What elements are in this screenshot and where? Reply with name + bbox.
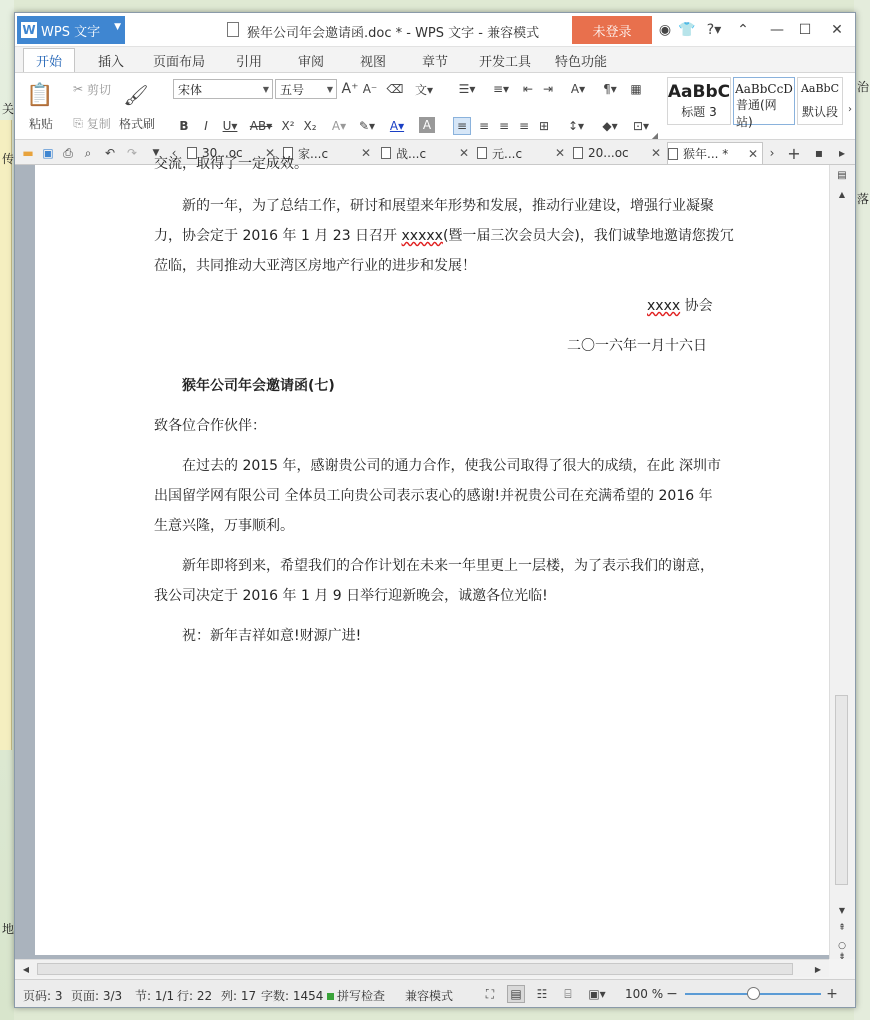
doc-tab-active[interactable] [667, 142, 763, 164]
highlight-icon[interactable]: ✎▾ [358, 119, 376, 133]
document-icon [668, 148, 678, 160]
vertical-scroll-thumb[interactable] [835, 695, 848, 885]
new-tab-icon[interactable]: + [787, 143, 801, 163]
doc-tab[interactable] [573, 142, 665, 164]
copy-button[interactable] [67, 115, 117, 131]
copy-label: 复制 [86, 116, 111, 131]
title-bar [15, 13, 855, 47]
tab-page-layout[interactable]: 页面布局 [152, 54, 205, 70]
scissors-icon: ✂ [73, 82, 84, 96]
open-folder-icon[interactable]: ▬ [22, 146, 34, 160]
style-sample: AaBbCcD [735, 82, 793, 96]
document-line: 出国留学网有限公司 全体员工向贵公司表示衷心的感谢!并祝贵公司在充满希望的 2016 年 [154, 488, 713, 504]
select-browse-object-icon[interactable]: ○ [838, 941, 846, 951]
close-tab-icon[interactable]: ✕ [747, 146, 758, 161]
print-icon[interactable]: ⎙ [63, 145, 73, 160]
horizontal-scroll-thumb[interactable] [37, 963, 793, 975]
style-normal-web[interactable] [733, 77, 795, 129]
zoom-slider[interactable] [685, 993, 821, 995]
bullet-list-icon[interactable]: ☰▾ [458, 82, 476, 96]
doc-tab[interactable] [381, 142, 473, 164]
vertical-scrollbar[interactable] [829, 165, 855, 962]
tab-review[interactable]: 审阅 [297, 54, 324, 70]
document-line: 在过去的 2015 年，感谢贵公司的通力合作，使我公司取得了很大的成绩，在此 深圳市 [182, 458, 721, 474]
chevron-down-icon: ▼ [326, 85, 333, 94]
document-line-signature: xxxx 协会 [647, 298, 713, 314]
background-fragment: 落 [857, 192, 870, 206]
status-word-count: 字数: 1454 [261, 989, 324, 1003]
paste-icon[interactable]: 📋 [26, 82, 54, 108]
style-name: 普通(网站) [736, 98, 777, 129]
spell-check-button[interactable] [327, 987, 385, 1004]
border-icon[interactable]: ⊡▾ [632, 119, 650, 133]
paste-button[interactable]: 粘贴 [28, 116, 53, 131]
numbered-list-icon[interactable]: ≡▾ [492, 82, 510, 96]
format-painter-button[interactable]: 格式刷 [118, 116, 155, 131]
shrink-font-icon[interactable]: A⁻ [362, 82, 378, 96]
grow-font-icon[interactable]: A⁺ [341, 81, 359, 97]
background-fragment: 关 [2, 102, 15, 116]
line-spacing-icon[interactable]: ↕▾ [567, 119, 585, 133]
status-row: 行: 22 [177, 989, 213, 1003]
align-right-icon[interactable]: ≡ [498, 119, 510, 133]
distribute-icon[interactable]: ⊞ [538, 119, 550, 133]
strikethrough-icon[interactable]: AB▾ [249, 119, 273, 133]
background-window-strip [0, 120, 15, 750]
doc-tab-label: 元...c [492, 146, 523, 161]
copy-icon: ⎘ [73, 115, 83, 130]
quick-access-more-icon[interactable]: ▼ [152, 148, 160, 158]
previous-page-icon[interactable]: ⇞ [838, 923, 846, 933]
document-line: 交流，取得了一定成效。 [154, 156, 308, 172]
close-icon[interactable]: ✕ [831, 22, 843, 38]
tab-list-icon[interactable]: ▪ [814, 146, 824, 160]
document-line: 祝：新年吉祥如意!财源广进! [182, 628, 362, 644]
italic-icon[interactable]: I [204, 119, 208, 133]
window-title: 猴年公司年会邀请函.doc * - WPS 文字 - 兼容模式 [247, 26, 540, 41]
font-color-icon[interactable]: A▾ [389, 119, 405, 133]
full-screen-view-icon[interactable]: ⛶ [485, 986, 495, 1001]
spell-check-label: 拼写检查 [337, 989, 386, 1003]
spell-check-icon [327, 993, 334, 1000]
ruler-toggle-icon[interactable]: ▤ [837, 169, 847, 181]
scroll-up-icon[interactable]: ▲ [838, 189, 846, 199]
doc-tab-label: 战...c [396, 146, 427, 161]
style-name: 标题 3 [681, 105, 717, 119]
chevron-down-icon: ▼ [262, 85, 269, 94]
document-icon [477, 147, 487, 159]
bold-icon[interactable]: B [179, 119, 189, 133]
background-fragment: 传 [2, 152, 15, 166]
document-line: 我公司决定于 2016 年 1 月 9 日举行迎新晚会，诚邀各位光临! [154, 588, 548, 604]
dialog-launcher-icon[interactable]: ◢ [651, 130, 659, 140]
align-left-icon[interactable]: ≡ [453, 117, 471, 135]
show-marks-icon[interactable]: ¶▾ [603, 82, 617, 96]
style-default[interactable] [797, 77, 843, 125]
tab-developer[interactable]: 开发工具 [478, 54, 531, 70]
font-name-combo[interactable] [173, 79, 273, 99]
styles-more-icon[interactable]: › [848, 103, 852, 115]
cut-label: 剪切 [86, 82, 111, 97]
style-sample: AaBbC [800, 82, 840, 95]
login-button[interactable]: 未登录 [572, 16, 652, 44]
compat-mode-label: 兼容模式 [405, 989, 454, 1003]
zoom-out-icon[interactable]: − [666, 986, 678, 1002]
doc-tab-label: 家...c [298, 146, 329, 161]
menu-tabs [15, 48, 855, 72]
status-section: 节: 1/1 [135, 989, 175, 1003]
document-icon [227, 22, 239, 37]
background-fragment: 治 [857, 80, 870, 94]
zoom-in-icon[interactable]: + [826, 986, 838, 1002]
background-fragment: 地 [2, 922, 15, 936]
scroll-down-icon[interactable]: ▼ [838, 905, 846, 915]
decrease-indent-icon[interactable]: ⇤ [522, 82, 534, 96]
next-page-icon[interactable]: ⇟ [838, 952, 846, 962]
shirt-icon[interactable]: 👕 [678, 22, 696, 38]
document-page[interactable] [35, 156, 829, 955]
superscript-icon[interactable]: X² [281, 119, 295, 133]
font-name-value: 宋体 [178, 82, 203, 97]
char-shading-icon[interactable]: A [419, 117, 435, 133]
minimize-icon[interactable]: — [770, 22, 784, 38]
tab-chapter[interactable]: 章节 [421, 54, 448, 70]
document-line: 新的一年，为了总结工作，研讨和展望来年形势和发展，推动行业建设，增强行业凝聚 [182, 198, 714, 214]
tab-home[interactable]: 开始 [23, 48, 75, 72]
subscript-icon[interactable]: X₂ [303, 119, 317, 133]
doc-tab-label: 猴年... * [683, 147, 729, 161]
document-line-date: 二〇一六年一月十六日 [567, 338, 707, 354]
wps-window [14, 12, 856, 1008]
text-direction-icon[interactable]: A▾ [570, 82, 586, 96]
align-center-icon[interactable]: ≡ [478, 119, 490, 133]
ribbon-home [15, 72, 855, 140]
document-line: 致各位合作伙伴： [154, 418, 266, 434]
tab-references[interactable]: 引用 [235, 54, 262, 70]
wps-app-menu-button[interactable] [17, 16, 125, 44]
text-effect-icon[interactable]: A▾ [331, 119, 347, 133]
document-line: 莅临，共同推动大亚湾区房地产行业的进步和发展！ [154, 258, 476, 274]
save-icon[interactable]: ▣ [42, 146, 54, 160]
style-sample: AaBbC [667, 82, 731, 102]
zoom-slider-handle[interactable] [747, 987, 760, 1000]
web-view-icon[interactable]: ⌸ [564, 986, 572, 1001]
horizontal-scrollbar[interactable] [15, 959, 829, 977]
shading-icon[interactable]: ◆▾ [602, 119, 618, 133]
wps-logo-icon: W [22, 23, 36, 37]
format-painter-icon[interactable]: 🖌 [123, 83, 149, 107]
increase-indent-icon[interactable]: ⇥ [542, 82, 554, 96]
tab-view[interactable]: 视图 [359, 54, 386, 70]
document-tabs-bar [15, 140, 855, 172]
skin-icon[interactable]: ◉ [658, 22, 672, 38]
clear-format-icon[interactable]: ⌫ [386, 82, 404, 96]
doc-tab[interactable] [477, 142, 569, 164]
document-line: 生意兴隆，万事顺利。 [154, 518, 294, 534]
status-column: 列: 17 [221, 989, 257, 1003]
close-tab-icon[interactable]: ✕ [360, 146, 371, 160]
tab-insert[interactable]: 插入 [97, 54, 124, 70]
close-tab-icon[interactable]: ✕ [554, 146, 565, 160]
collapse-icon[interactable]: ⌃ [737, 22, 749, 38]
chevron-down-icon: ▼ [114, 22, 121, 32]
document-icon [573, 147, 583, 159]
outline-view-icon[interactable]: ☷ [536, 987, 548, 1001]
document-line: 新年即将到来，希望我们的合作计划在未来一年里更上一层楼，为了表示我们的谢意， [182, 558, 714, 574]
tabs-scroll-left-icon[interactable]: ‹ [171, 146, 177, 160]
tab-special[interactable]: 特色功能 [554, 54, 607, 70]
scroll-right-icon[interactable]: ▶ [814, 964, 822, 974]
style-name: 默认段 [801, 105, 838, 119]
close-tab-icon[interactable]: ✕ [458, 146, 469, 160]
doc-tab-label: 30...oc [202, 146, 243, 160]
justify-icon[interactable]: ≡ [518, 119, 530, 133]
tabs-scroll-right-icon[interactable]: › [769, 146, 775, 160]
font-size-combo[interactable] [275, 79, 337, 99]
status-page-code: 页码: 3 [23, 989, 63, 1003]
doc-tab-label: 20...oc [588, 146, 629, 160]
document-heading: 猴年公司年会邀请函(七) [182, 378, 335, 394]
close-tab-icon[interactable]: ✕ [650, 146, 661, 160]
close-tab-icon[interactable]: ✕ [264, 146, 275, 160]
status-bar [15, 979, 855, 1007]
underline-icon[interactable]: U▾ [222, 119, 238, 133]
scroll-left-icon[interactable]: ◀ [22, 964, 30, 974]
redo-icon[interactable]: ↷ [126, 146, 138, 160]
undo-icon[interactable]: ↶ [104, 146, 116, 160]
zoom-level: 100 % [625, 987, 664, 1001]
app-button-label: WPS 文字 [41, 24, 101, 40]
font-size-value: 五号 [280, 82, 305, 97]
reading-view-icon[interactable]: ▣▾ [588, 987, 606, 1001]
tab-menu-icon[interactable]: ▸ [838, 146, 846, 160]
table-icon[interactable]: ▦ [630, 82, 642, 96]
print-preview-icon[interactable]: ⌕ [84, 145, 92, 160]
background-desktop-right [854, 0, 870, 1020]
style-heading3[interactable] [667, 77, 731, 125]
maximize-icon[interactable]: ☐ [798, 22, 812, 38]
help-icon[interactable]: ?▾ [706, 22, 722, 38]
document-icon [381, 147, 391, 159]
document-line: 力，协会定于 2016 年 1 月 23 日召开 xxxxx(暨一届三次会员大会)，我们诚挚地邀请您拨冗 [154, 228, 734, 244]
document-workspace [15, 156, 829, 959]
misspelled-word[interactable]: xxxx [647, 298, 681, 314]
page-view-icon[interactable]: ▤ [507, 985, 525, 1003]
phonetic-icon[interactable]: 文▾ [414, 82, 434, 97]
misspelled-word[interactable]: xxxxx [401, 228, 443, 244]
status-page: 页面: 3/3 [71, 989, 123, 1003]
cut-button[interactable] [67, 81, 117, 97]
